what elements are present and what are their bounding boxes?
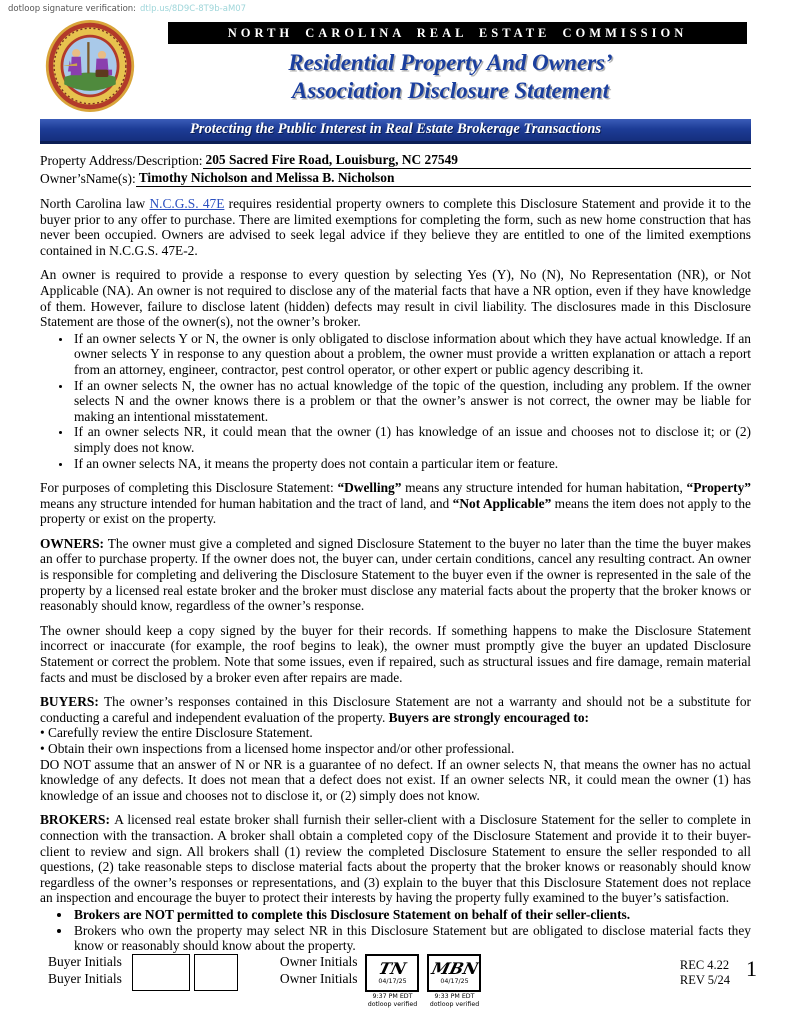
text-segment: The owner must give a completed and signed Disclosure Statement to the buyer no later than the time the buyer makes an offer to purchase property. If the owner does not, the buyer can, under certain conditions, cancel any resulting contract. An owner is responsible for completing and delivering the Disclosure Statement to the buyer even if the owner is represented in the sale of the property by a licensed real estate broker and the broker must disclose any material facts about the property that the broker knows or reasonably should know, regardless of the owner’s response. (40, 535, 751, 614)
text-segment: “Property” (686, 480, 751, 496)
owner-initials-stamp-box-2[interactable] (427, 954, 481, 992)
statute-link[interactable]: N.C.G.S. 47E (149, 196, 225, 211)
text-segment: OWNERS: (40, 535, 108, 551)
commission-name-bar: NORTH CAROLINA REAL ESTATE COMMISSION (168, 22, 747, 44)
buyer-initials-box-1[interactable] (132, 954, 190, 991)
document-title-line1: Residential Property And Owners’ (288, 50, 613, 75)
property-fields (40, 151, 751, 187)
dotloop-verification-link[interactable]: dtlp.us/8D9C-8T9b-aM07 (140, 4, 247, 14)
dotloop-verification-label: dotloop signature verification: (8, 4, 137, 14)
owner-selection-bullet-list (40, 331, 751, 471)
initials-footer (48, 954, 757, 1009)
intro-paragraph-1 (40, 196, 751, 258)
text-segment: A licensed real estate broker shall furnish their seller-client with a Disclosure Statement for the seller to complete in connection with the transaction. A broker shall obtain a completed copy of the Disclosure Statement and provide it to their buyer-client to review and sign. All brokers shall (1) review the completed Disclosure Statement to ensure the seller responded to all questions, (2) take reasonable steps to disclose material facts about the property that the broker knows or reasonably should know regardless of the owner’s responses or representations, and (3) explain to the buyer that this Disclosure Statement does not replace an inspection and encourage the buyer to protect their interests by having the property fully examined to the buyer’s satisfaction. (40, 812, 751, 906)
nc-state-seal-graphic (44, 18, 136, 114)
text-segment: means any structure intended for human habitation, (401, 480, 687, 496)
intro-paragraph-2: An owner is required to provide a response to every question by selecting Yes (Y), No (N), No Representation (NR), or Not Applicable (NA). An owner is not required to disclose any of the material facts that have a NR option, even if they have knowledge of them. However, failure to disclose latent (hidden) defects may result in civil liability. The disclosures made in this Disclosure Statement are those of the owner(s), not the owner’s broker. (40, 267, 751, 330)
form-revision-block (680, 954, 730, 988)
text-segment: “Not Applicable” (452, 495, 552, 511)
bullet-select-nr: • If an owner selects NR, it could mean that the owner (1) has knowledge of an issue and chooses not to disclose it; or (2) simply does not know. (72, 424, 751, 455)
owner-initials-time-2: 9:33 PM EDT (434, 993, 475, 1000)
text-segment: BUYERS: (40, 694, 104, 710)
property-address-label: Property Address/Description: (40, 153, 203, 168)
owner-initials-time-1: 9:37 PM EDT (372, 993, 413, 1000)
text-segment: means any structure intended for human habitation and the tract of land, and (40, 495, 453, 511)
buyers-do-not-paragraph: DO NOT assume that an answer of N or NR is a guarantee of no defect. If an owner selects N, that means the owner has no actual knowledge of any defects. It does not mean that a defect does not exist. If an owner selects NR, it could mean the owner (1) has knowledge of an issue and chooses not to disclose it, or (2) simply does not know. (40, 756, 751, 803)
text-segment: “Dwelling” (337, 480, 402, 496)
text-segment: The owner’s responses contained in this Disclosure Statement are not a warranty and should not be a substitute for conducting a careful and independent evaluation of the property. (40, 694, 751, 725)
document-title-line2: Association Disclosure Statement (292, 78, 609, 104)
property-address-field[interactable]: 205 Sacred Fire Road, Louisburg, NC 27549 (203, 151, 751, 169)
owner-initials-signature-2: MBN (429, 958, 480, 978)
bullet-select-n: • If an owner selects N, the owner has no actual knowledge of the topic of the question, including any problem. If the owner selects N and the owner knows there is a problem or that the owner’s answer is not correct, the owner may be liable for making an intentional misstatement. (72, 378, 751, 425)
brokers-bullet-list (40, 907, 751, 954)
owner-names-label: Owner’sName(s): (40, 171, 136, 186)
form-body (0, 196, 791, 954)
brokers-paragraph (40, 812, 751, 906)
text-segment: BROKERS: (40, 812, 115, 828)
buyer-initials-box-2[interactable] (194, 954, 238, 991)
buyer-initials-boxes (132, 954, 238, 991)
owner-initials-labels (280, 954, 358, 1009)
commission-tagline-bar: Protecting the Public Interest in Real Estate Brokerage Transactions (40, 119, 751, 144)
nc-state-seal-image (44, 18, 136, 114)
text-segment: requires residential property owners to complete this Disclosure Statement and provide it to the buyer prior to any offer to purchase. There are limited exemptions for completing the form, such as new home construction that has never been occupied. Owners are advised to seek legal advice if they believe they are entitled to one of the limited exemptions contained in N.C.G.S. 47E-2. (40, 196, 751, 258)
buyer-initials-labels (48, 954, 122, 987)
dotloop-verification-strip (0, 0, 791, 14)
owner-names-row (40, 169, 751, 187)
owner-initials-stamp-box-1[interactable] (365, 954, 419, 992)
buyer-initials-label-2: Buyer Initials (48, 970, 122, 986)
buyers-bullet-review: • Carefully review the entire Disclosure Statement. (40, 725, 313, 741)
owners-paragraph-2: The owner should keep a copy signed by the buyer for their records. If something happens to make the Disclosure Statement incorrect or inaccurate (for example, the roof begins to leak), the owner must promptly give the buyer an updated Disclosure Statement or correct the problem. Note that some issues, even if repaired, such as structural issues and fire damage, remain material facts and must be disclosed by a broker even after repairs are made. (40, 622, 751, 685)
text-segment: means the item does not apply to the property or exist on the property. (40, 495, 751, 527)
owner-initials-signature-1: TN (376, 958, 409, 978)
text-segment: North Carolina law (40, 196, 150, 211)
bullet-select-na: • If an owner selects NA, it means the property does not contain a particular item or feature. (72, 456, 751, 472)
brokers-bullet-own-property (72, 923, 751, 954)
owner-initials-label-2: Owner Initials (279, 970, 358, 986)
owner-names-field[interactable]: Timothy Nicholson and Melissa B. Nicholson (136, 169, 751, 187)
owner-initials-label-1: Owner Initials (279, 954, 358, 969)
property-address-row (40, 151, 751, 169)
owners-paragraph-1 (40, 536, 751, 614)
owner-initials-group (280, 954, 482, 1009)
dotloop-verified-badge-2: dotloop verified (429, 1001, 480, 1009)
owner-signature-stamp-2 (427, 954, 481, 1009)
owner-signature-stamp-1 (365, 954, 419, 1009)
text-segment: Brokers who own the property may select NR in this Disclosure Statement but are obligated to disclose material facts they know or reasonably should know about the property. (74, 922, 751, 954)
form-rev-number: REV 5/24 (679, 973, 730, 987)
text-segment: Buyers are strongly encouraged to: (388, 709, 589, 725)
dotloop-verified-badge-1: dotloop verified (367, 1001, 418, 1009)
form-rec-number: REC 4.22 (679, 958, 730, 972)
definitions-paragraph (40, 480, 751, 527)
bullet-select-y-or-n: • If an owner selects Y or N, the owner is only obligated to disclose information about which they have actual knowledge. If an owner selects Y in response to any question about a problem, the owner must provide a written explanation or attach a report from an attorney, engineer, contractor, pest control operator, or other expert or public agency describing it. (72, 331, 751, 378)
page-number: 1 (746, 956, 757, 981)
text-segment: For purposes of completing this Disclosure Statement: (40, 480, 338, 496)
buyers-bullet-inspections: • Obtain their own inspections from a licensed home inspector and/or other professional. (40, 741, 515, 756)
header-titles (150, 18, 751, 105)
owner-initials-date-1: 04/17/25 (378, 977, 407, 985)
owner-initials-date-2: 04/17/25 (440, 977, 469, 985)
buyer-initials-label-1: Buyer Initials (48, 954, 122, 969)
buyers-paragraph (40, 694, 751, 725)
text-segment: Brokers are NOT permitted to complete this Disclosure Statement on behalf of their seller-clients. (74, 906, 631, 922)
brokers-bullet-not-permitted (72, 907, 751, 923)
form-header (44, 18, 751, 114)
